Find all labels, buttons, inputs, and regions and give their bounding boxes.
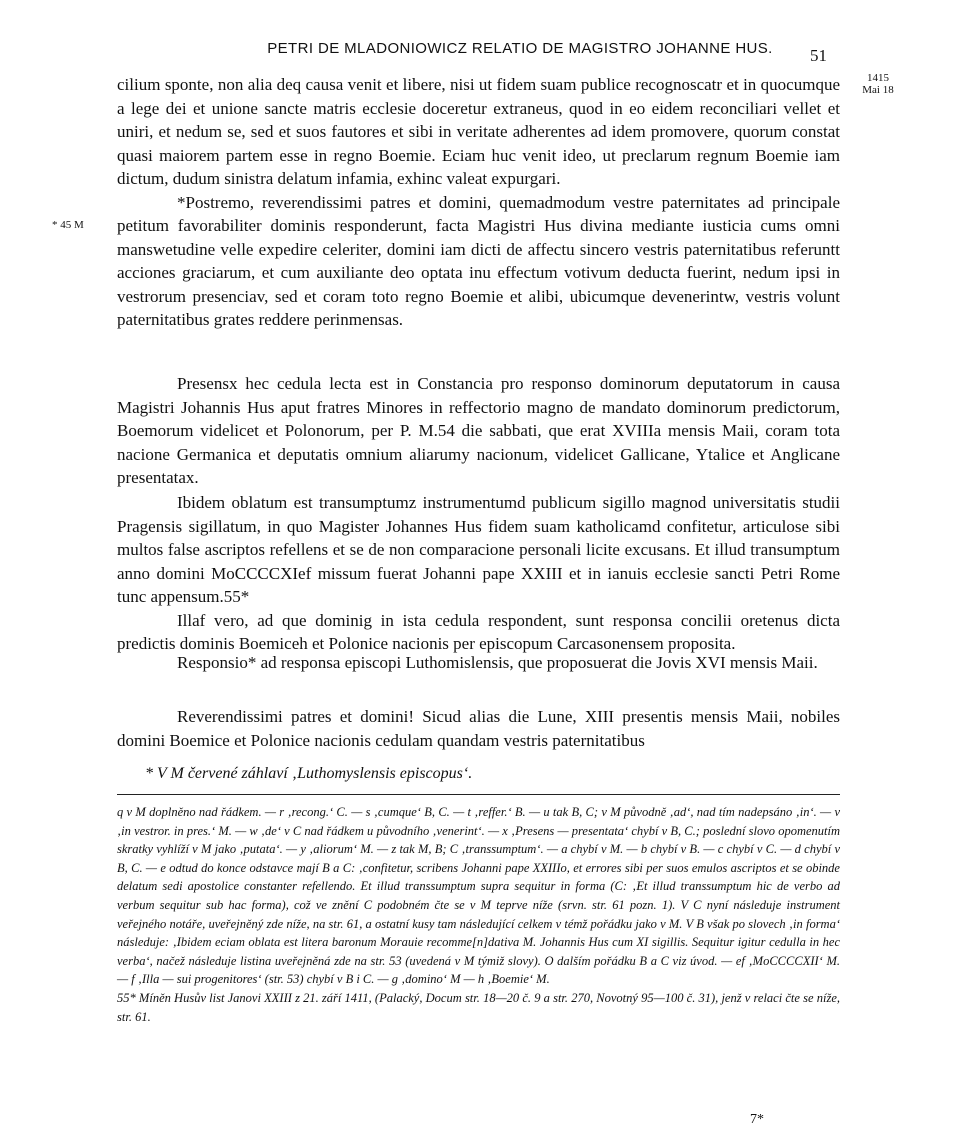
- margin-date-note: [848, 72, 908, 96]
- main-text: [117, 73, 840, 332]
- running-title: PETRI DE MLADONIOWICZ RELATIO DE MAGISTRO JOHANNE HUS.: [267, 40, 773, 57]
- paragraph: Illaf vero, ad que dominig in ista cedula respondent, sunt responsa concilii oretenus dicta predictis dominis Boemiceh et Polonice nacionis per episcopum Carcasonensem proposita.: [117, 610, 840, 653]
- main-text-section-4: [117, 651, 840, 675]
- paragraph: Ibidem oblatum est transumptumz instrumentumd publicum sigillo magnod universitatis studii Pragensis sigillatum, in quo Magister Johannes Hus fidem suam katholicamd confitetur, articulose sibi multos false ascriptos refellens et se de non comparacione personali licite excusans. Et illud transumptum anno domini MoCCCCXIef missum fuerat Johanni pape XXIII et in ianuis ecclesie sancti Petri Rome tunc appensum.55*: [117, 493, 840, 606]
- margin-year: 1415: [867, 72, 889, 84]
- header-note: * V M červené záhlaví ‚Luthomyslensis episcopus‘.: [145, 765, 473, 782]
- critical-apparatus: q v M doplněno nad řádkem. — r ‚recong.‘ C. — s ‚cumque‘ B, C. — t ‚reffer.‘ B. — u tak B, C; v M původně ‚ad‘, nad tím nadepsáno ‚in‘. — v ‚in vestror. in pres.‘ M. — w ‚de‘ v C nad řádkem u původního ‚venerint‘. — x ‚Presens — presentata‘ chybí v B, C.; poslední slovo opomenutím skratky vyhlíží v M jako ‚putata‘. — y ‚aliorum‘ M. — z tak M, B; C ‚transsumptum‘. — a chybí v M. — b chybí v B. — c chybí v C. — d chybí v B, C. — e odtud do konce odstavce mají B a C: ‚confitetur, scribens Johanni pape XXIIIo, et errores sibi per suos emulos ascriptos et se obinde delatum sedi apostolice constanter refellendo. Et illud transsumptum supra sequitur in forma (C: ‚Et illud transsumptum hic de verbo ad verbum sequitur sub hac forma), což ve znění C podobném čte se v M teprve níže (srvn. str. 61 pozn. 1). V C nyní následuje instrument veřejného notáře, uveřejněný zde níže, na str. 61, a ostatní kusy tam následující celkem v témž pořádku jako v M. V B však po slovech ‚in forma‘ následuje: ‚Ibidem eciam oblata est litera baronum Morauie recomme[n]dativa M. Johannis Hus cum XI sigillis. Sequitur igitur cedulla in hec verba‘, načež následuje listina uveřejněná zde na str. 53 (uvedená v M týmiž slovy). O dalším pořádku B a C viz úvod. — ef ‚MoCCCCXII‘ M. — f ‚Illa — sui progenitores‘ (str. 53) chybí v B i C. — g ‚domino‘ M — h ‚Boemie‘ M.: [117, 805, 840, 987]
- main-text-section-5: [117, 705, 840, 752]
- margin-day: Mai 18: [862, 84, 894, 96]
- margin-folio-note: * 45 M: [52, 219, 84, 231]
- paragraph: Responsio* ad responsa episcopi Luthomislensis, que proposuerat die Jovis XVI mensis Maii.: [177, 653, 818, 672]
- paragraph: *Postremo, reverendissimi patres et domini, quemadmodum vestre paternitates ad principale petitum favorabiliter dominis responderunt, facta Magistri Hus divina mediante iusticia cums omni manswetudine velle expedire celeriter, domini iam dicti de affectu sincero vestris paternitatibus referuntt acciones graciarum, et cum auxiliante deo optata inu effectum votivum deducta fuerint, nedum ipsi in vestrorum presenciav, sed et coram toto regno Boemie et alibi, ubicumque devenerintw, vestris volunt paternitatibus grates reddere perinmensas.: [117, 192, 840, 329]
- paragraph: cilium sponte, non alia deq causa venit et libere, nisi ut fidem suam publice recognoscatr et in quocumque a lege dei et unione sancte matris ecclesie doceretur extraneus, quod in eo eidem reconciliari vellet et uniri, et nedum se, sed et suos fautores et sibi in veritate adherentes ad idem promovere, quorum constat quasi maiorem partem esse in regno Boemie. Eciam huc venit ideo, ut preclarum regnum Boemie iam dictum, dudum sinistra delatum infamia, exhinc valeat expurgari.: [117, 75, 840, 188]
- paragraph: Presensx hec cedula lecta est in Constancia pro responso dominorum deputatorum in causa Magistri Johannis Hus aput fratres Minores in reffectorio magno de mandato dominorum predictorum, Boemorum videlicet et Polonorum, per P. M.54 die sabbati, que erat XVIIIa mensis Maii, coram tota nacione Germanica et deputatis omnium aliarumy nacionum, videlicet Gallicane, Ytalice et Anglicane presentatax.: [117, 374, 840, 487]
- signature-mark: 7*: [750, 1112, 764, 1127]
- main-text-section-3: [117, 491, 840, 656]
- main-text-section-2: [117, 372, 840, 490]
- footnote-divider: [117, 794, 840, 795]
- footnotes: [117, 803, 840, 1026]
- source-footnote: 55* Míněn Husův list Janovi XXIII z 21. září 1411, (Palacký, Docum str. 18—20 č. 9 a str. 270, Novotný 95—100 č. 31), jenž v relaci čte se níže, str. 61.: [117, 990, 840, 1024]
- paragraph: Reverendissimi patres et domini! Sicud alias die Lune, XIII presentis mensis Maii, nobiles domini Boemice et Polonice nacionis cedulam quandam vestris paternitatibus: [117, 707, 840, 750]
- page-number: 51: [810, 46, 827, 65]
